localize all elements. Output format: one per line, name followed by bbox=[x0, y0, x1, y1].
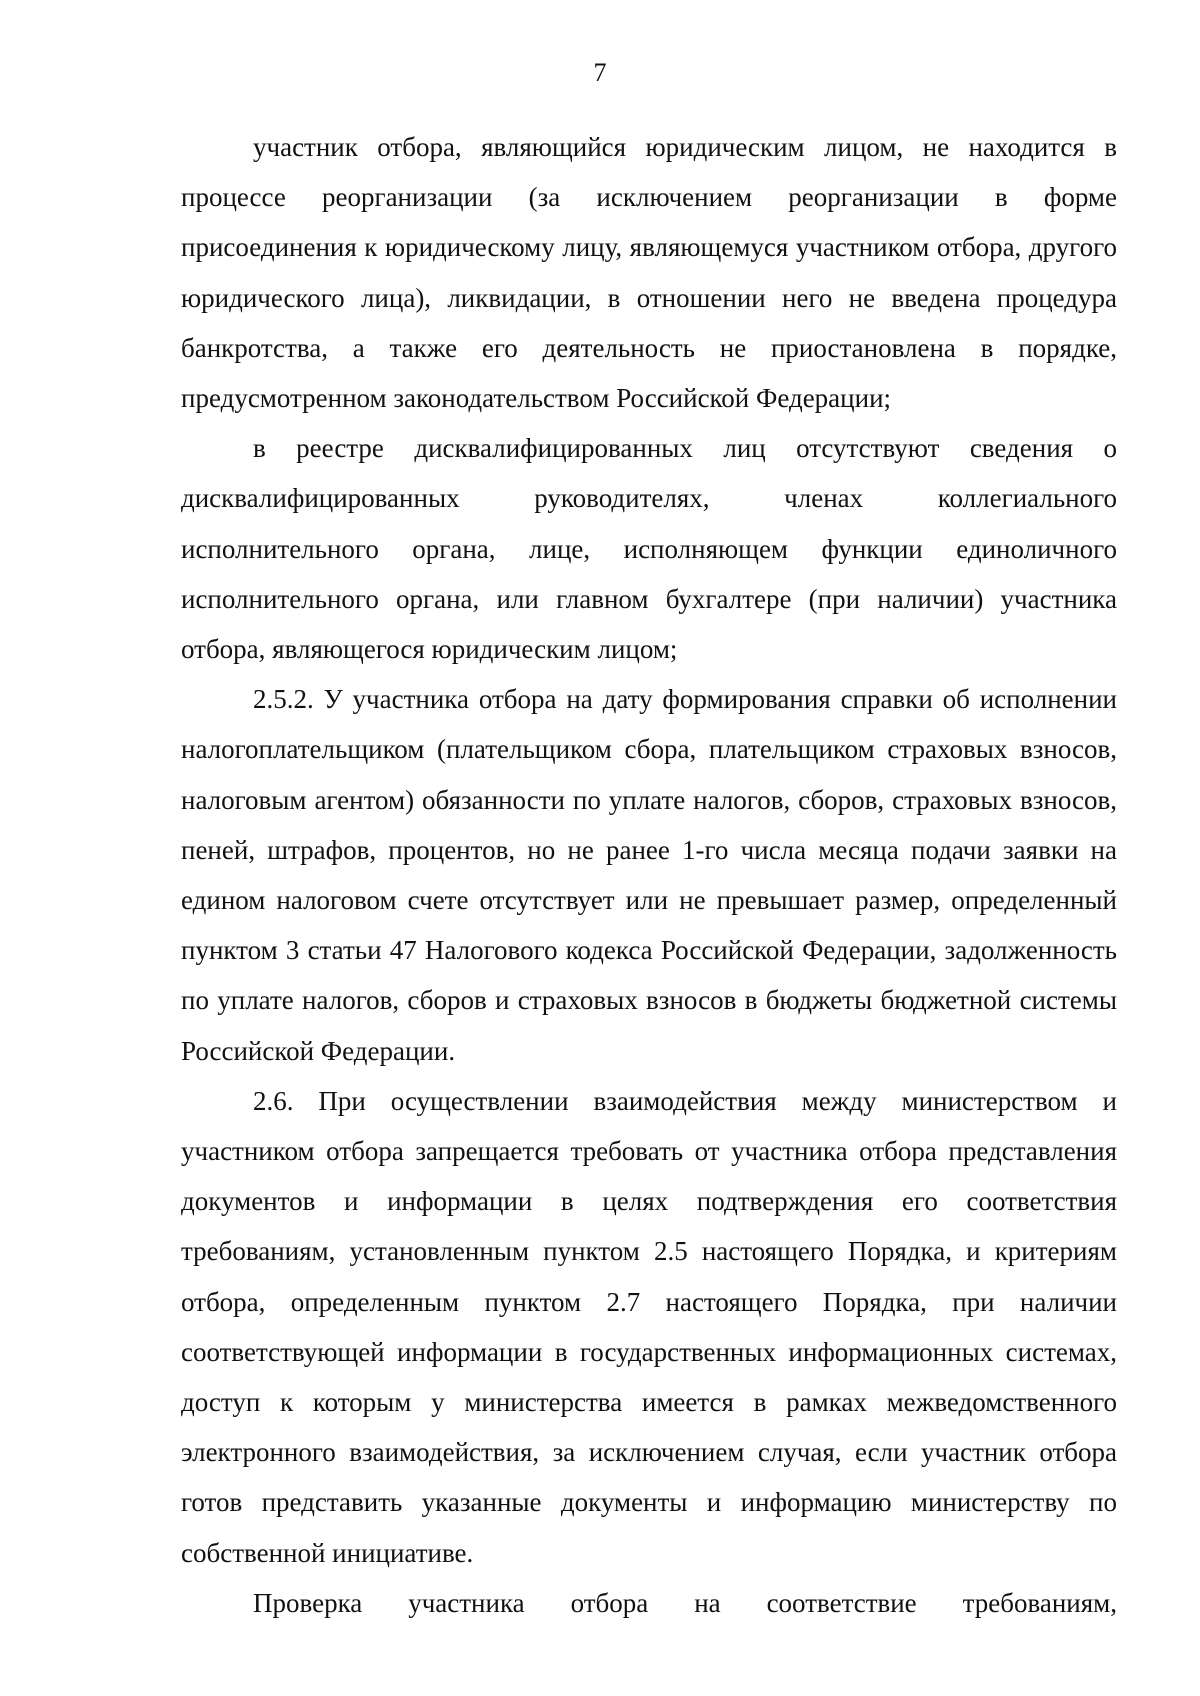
paragraph-2-6: 2.6. При осуществлении взаимодействия между министерством и участником отбора запрещается требовать от участника отбора представления документов и информации в целях подтверждения его соответствия требованиям, установленным пунктом 2.5 настоящего Порядка, и критериям отбора, определенным пунктом 2.7 настоящего Порядка, при наличии соответствующей информации в государственных информационных системах, доступ к которым у министерства имеется в рамках межведомственного электронного взаимодействия, за исключением случая, если участник отбора готов представить указанные документы и информацию министерству по собственной инициативе. bbox=[181, 1085, 1117, 1568]
paragraph-disqualified-persons: в реестре дисквалифицированных лиц отсутствуют сведения о дисквалифицированных руководителях, членах коллегиального исполнительного органа, лице, исполняющем функции единоличного исполнительного органа, или главном бухгалтере (при наличии) участника отбора, являющегося юридическим лицом; bbox=[181, 433, 1117, 665]
paragraph-2-5-2: 2.5.2. У участника отбора на дату формирования справки об исполнении налогоплательщиком (плательщиком сбора, плательщиком страховых взносов, налоговым агентом) обязанности по уплате налогов, сборов, страховых взносов, пеней, штрафов, процентов, но не ранее 1-го числа месяца подачи заявки на едином налоговом счете отсутствует или не превышает размер, определенный пунктом 3 статьи 47 Налогового кодекса Российской Федерации, задолженность по уплате налогов, сборов и страховых взносов в бюджеты бюджетной системы Российской Федерации. bbox=[181, 684, 1117, 1066]
body-text bbox=[181, 122, 1117, 1628]
paragraph-verification: Проверка участника отбора на соответствие требованиям, bbox=[253, 1587, 1117, 1618]
page-number: 7 bbox=[593, 58, 607, 87]
paragraph-legal-entity-status: участник отбора, являющийся юридическим лицом, не находится в процессе реорганизации (за исключением реорганизации в форме присоединения к юридическому лицу, являющемуся участником отбора, другого юридического лица), ликвидации, в отношении него не введена процедура банкротства, а также его деятельность не приостановлена в порядке, предусмотренном законодательством Российской Федерации; bbox=[181, 132, 1117, 414]
